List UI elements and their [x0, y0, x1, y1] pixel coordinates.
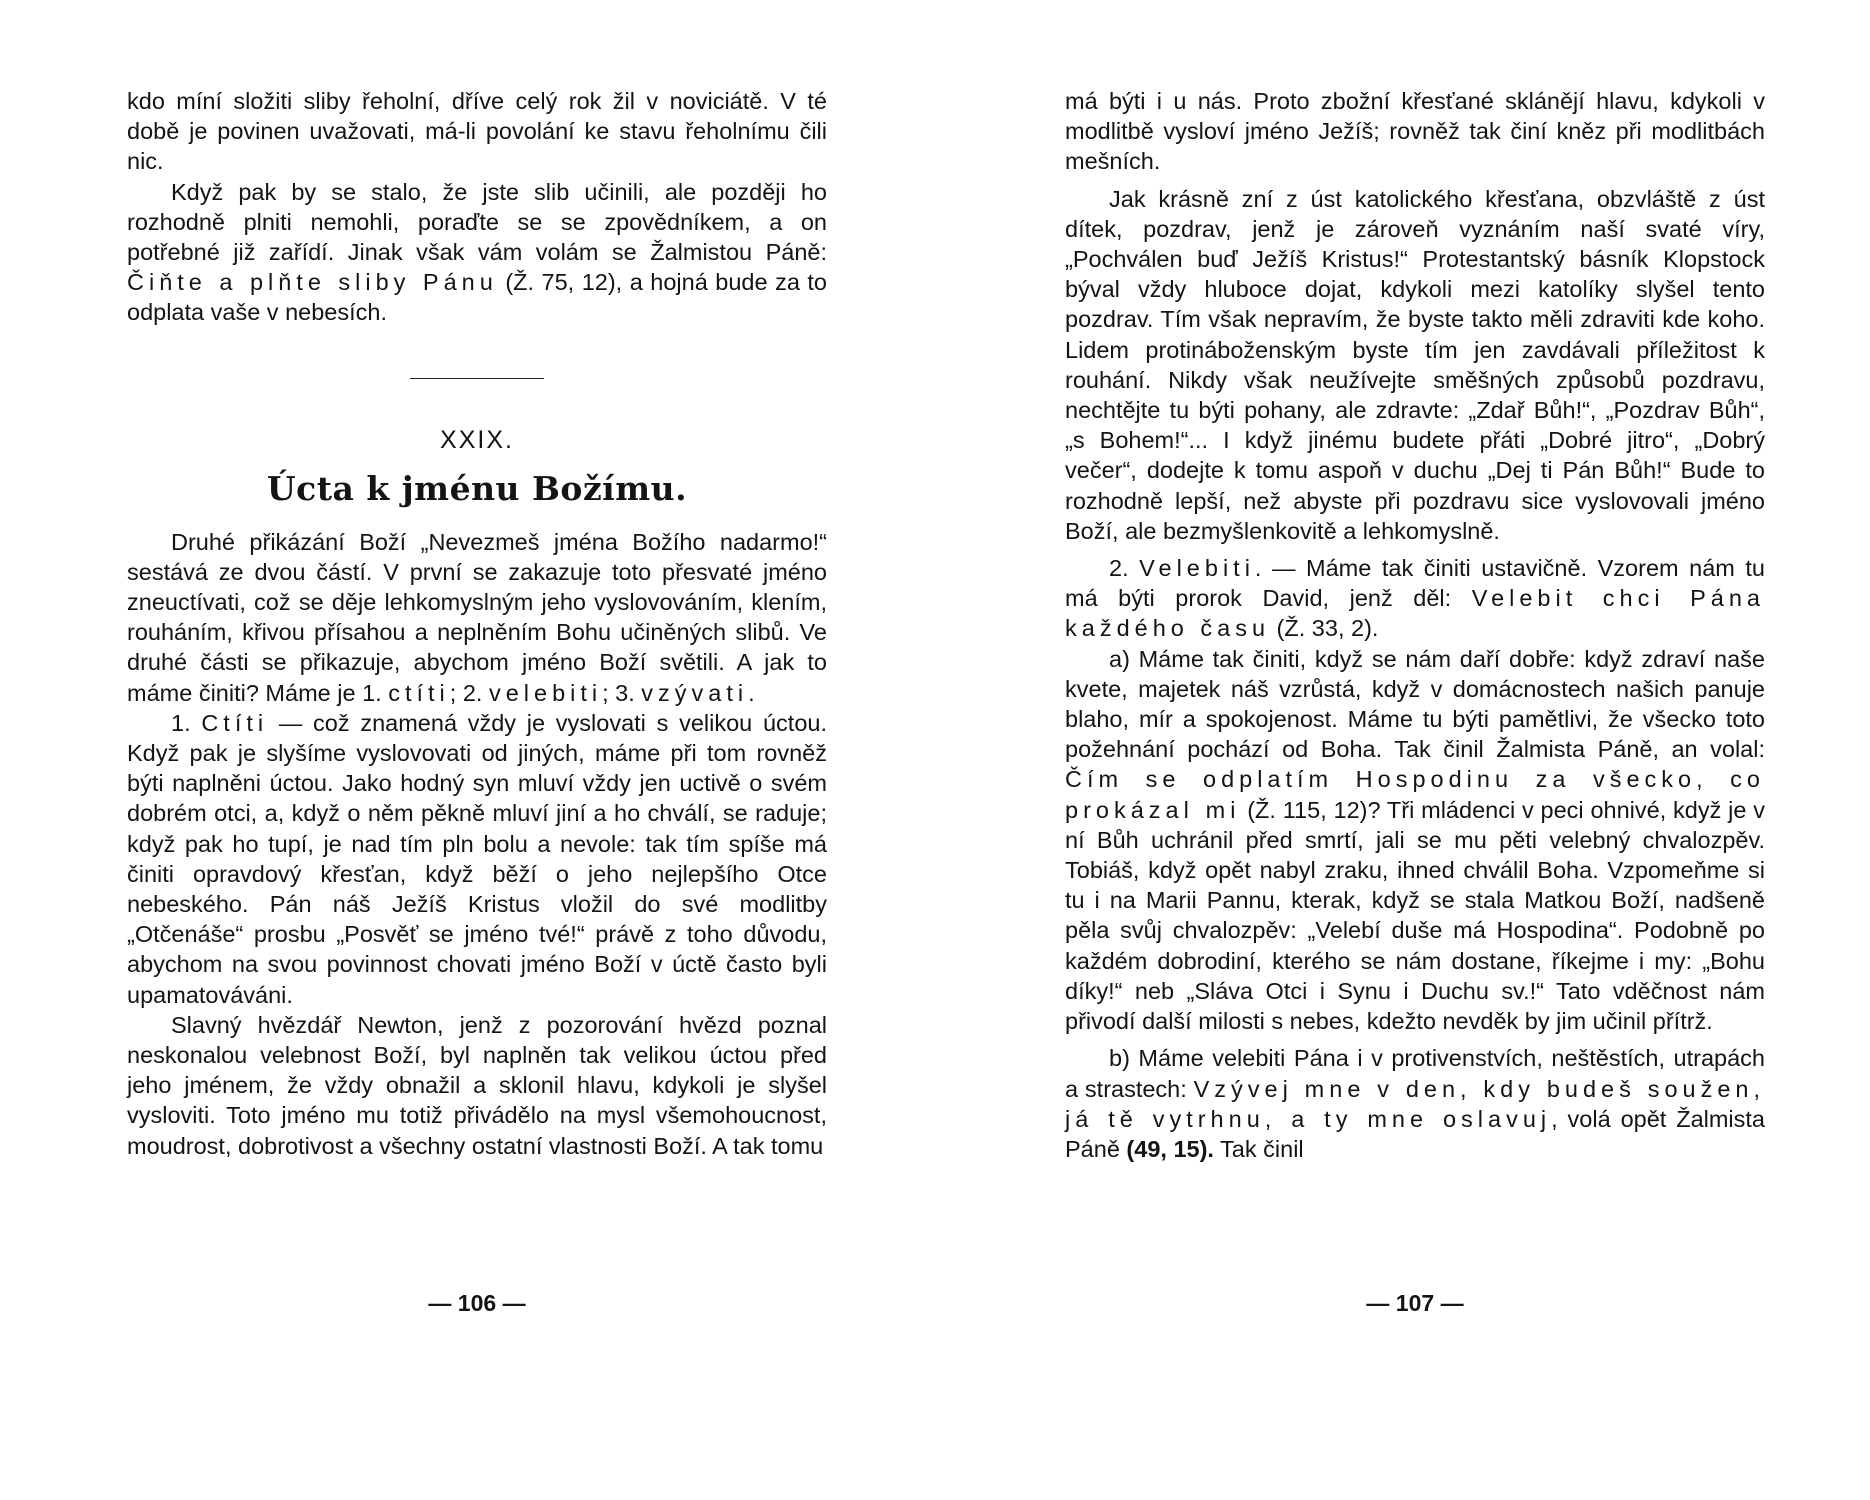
- right-page: [1065, 0, 1765, 1500]
- page-number: — 107 —: [1366, 1290, 1464, 1316]
- chapter-number: XXIX.: [440, 425, 514, 454]
- paragraph: 2. Velebiti. — Máme tak činiti ustavičně. Vzorem nám tu má býti prorok David, jenž děl: Velebit chci Pána každého času (Ž. 33, 2).: [1065, 555, 1765, 642]
- paragraph: Když pak by se stalo, že jste slib učinili, ale později ho rozhodně plniti nemohli, poraďte se se zpovědníkem, a on potřebné již zařídí. Jinak však vám volám se Žalmistou Páně: Čiňte a plňte sliby Pánu (Ž. 75, 12), a hojná bude za to odplata vaše v nebesích.: [127, 178, 827, 326]
- left-page: [127, 0, 827, 1500]
- paragraph: 1. Ctíti — což znamená vždy je vyslovati s velikou úctou. Když pak je slyšíme vyslovovati od jiných, máme při tom rovněž býti naplněni úctou. Jako hodný syn mluví vždy jen uctivě o svém dobrém otci, a, když o něm pěkně mluví jiní a ho chválí, se raduje; když pak ho tupí, je nad tím pln bolu a nevole: tak tím spíše má činiti opravdový křesťan, když běží o jeho nejlepšího Otce nebeského. Pán náš Ježíš Kristus vložil do své modlitby „Otčenáše“ prosbu „Posvěť se jméno tvé!“ právě z toho důvodu, abychom na svou povinnost chovati jméno Boží v úctě často byli upamatováváni.: [127, 709, 827, 1008]
- paragraph: a) Máme tak činiti, když se nám daří dobře: když zdraví naše kvete, majetek náš vzrůstá, když v domácnostech našich panuje blaho, mír a spokojenost. Máme tu býti pamětlivi, že všecko toto požehnání pochází od Boha. Tak činil Žalmista Páně, an volal: Čím se odplatím Hospodinu za všecko, co prokázal mi (Ž. 115, 12)? Tři mládenci v peci ohnivé, když je v ní Bůh uchránil před smrtí, jali se mu pěti velebný chvalozpěv. Tobiáš, když opět nabyl zraku, ihned chválil Boha. Vzpomeňme si tu i na Marii Pannu, kterak, když se stala Matkou Boží, nadšeně pěla svůj chvalozpěv: „Velebí duše má Hospodina“. Podobně po každém dobrodiní, kterého se nám dostane, říkejme i my: „Bohu díky!“ neb „Sláva Otci i Synu i Duchu sv.!“ Tato vděčnost nám přivodí další milosti s nebes, kdežto nevděk by jim učinil přítrž.: [1065, 645, 1765, 1035]
- paragraph: b) Máme velebiti Pána i v protivenstvích, neštěstích, utrapách a strastech: Vzývej mne v den, kdy budeš soužen, já tě vytrhnu, a ty mne oslavuj, volá opět Žalmista Páně (49, 15). Tak činil: [1065, 1045, 1765, 1162]
- paragraph: Jak krásně zní z úst katolického křesťana, obzvláště z úst dítek, pozdrav, jenž je zároveň vyznáním naší svaté víry, „Pochválen buď Ježíš Kristus!“ Protestantský básník Klopstock býval vždy hluboce dojat, kdykoli mezi katolíky slyšel tento pozdrav. Tím však nepravím, že byste takto měli zdraviti kde koho. Lidem protináboženským byste tím jen zavdávali příležitost k rouhání. Nikdy však neužívejte směšných způsobů pozdravu, nechtějte tu býti pohany, ale zdravte: „Zdař Bůh!“, „Pozdrav Bůh“, „s Bohem!“... I když jinému budete přáti „Dobré jitro“, „Dobrý večer“, dodejte k tomu aspoň v duchu „Dej ti Pán Bůh!“ Bude to rozhodně lepší, než abyste při pozdravu sice vyslovovali jméno Boží, ale bezmyšlenkovitě a lehkomyslně.: [1065, 185, 1765, 544]
- chapter-title: Úcta k jménu Božímu.: [266, 468, 688, 508]
- spaced-emphasis: Čiňte a plňte sliby Pánu: [127, 269, 498, 296]
- paragraph: má býti i u nás. Proto zbožní křesťané sklánějí hlavu, kdykoli v modlitbě vysloví jméno Ježíš; rovněž tak činí kněz při modlitbách mešních.: [1065, 88, 1765, 175]
- paragraph: Slavný hvězdář Newton, jenž z pozorování hvězd poznal neskonalou velebnost Boží, byl naplněn tak velikou úctou před jeho jménem, že vždy obnažil a sklonil hlavu, kdykoli je slyšel vysloviti. Toto jméno mu totiž přivádělo na mysl všemohoucnost, moudrost, dobrotivost a všechny ostatní vlastnosti Boží. A tak tomu: [127, 1011, 827, 1159]
- page-number: — 106 —: [428, 1290, 526, 1316]
- right-page-text: [1065, 86, 1765, 1164]
- section-divider: [410, 378, 544, 379]
- paragraph: kdo míní složiti sliby řeholní, dříve celý rok žil v noviciátě. V té době je povinen uvažovati, má-li povolání ke stavu řeholnímu čili nic.: [127, 88, 827, 175]
- paragraph: Druhé přikázání Boží „Nevezmeš jména Božího nadarmo!“ sestává ze dvou částí. V první se zakazuje toto přesvaté jméno zneuctívati, což se děje lehkomyslným jeho vyslovováním, klením, rouháním, křivou přísahou a neplněním Bohu učiněných slibů. Ve druhé části se přikazuje, abychom jméno Boží světili. A jak to máme činiti? Máme je 1. ctíti; 2. velebiti; 3. vzývati.: [127, 528, 827, 706]
- left-page-text: [127, 86, 827, 1161]
